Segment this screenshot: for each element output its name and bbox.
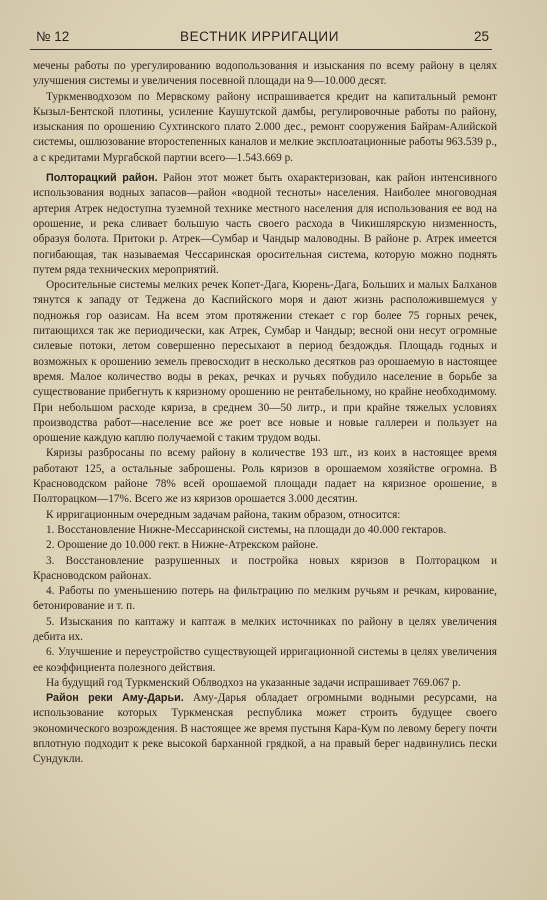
page-number: 25	[473, 29, 489, 44]
paragraph-text: Район этот может быть охарактеризован, как район интенсивного использования водных запасов—район «водной тесноты» населения. Наиболее многоводная артерия Атрек недоступна туземной технике местного населения для использования ее вод на орошение, и река сливает большую часть своего расхода в Чикишлярскую низменность, образуя болота. Притоки р. Атрек—Сумбар и Чандыр маловодны. В районе р. Атрек имеется погибающая, так называемая Чессаринская оросительная система, которую можно поднять путем ряда технических мероприятий.	[33, 172, 497, 276]
paragraph: Оросительные системы мелких речек Копет-Дага, Кюрень-Дага, Больших и малых Балханов тянутся к западу от Теджена до Каспийского моря и дают жизнь расположившемуся у подножья гор оазисам. На всем этом протяжении стекает с гор более 75 горных речек, питающихся так же периодически, как Атрек, Сумбар и Чандыр; весной они несут огромные силевые потоки, летом совершенно пересыхают в период бездождья. Площадь годных и возможных к орошению земель превосходит в несколько десятков раз орошаемую в настоящее время. Малое количество воды в реках, речках и ручьях побудило население в борьбе за существование прибегнуть к кяризному орошению не рентабельному, но крайне необходимому. При небольшом расходе кяриза, в среднем 30—50 литр., и при крайне тяжелых условиях производства работ—население все же роет все новые и новые галлереи и пользует на орошение каждую каплю получаемой с таким трудом воды.	[33, 279, 497, 445]
list-item: 1. Восстановление Нижне-Мессаринской системы, на площади до 40.000 гектаров.	[46, 523, 447, 536]
paragraph: К ирригационным очередным задачам района, таким образом, относится:	[46, 508, 401, 521]
paragraph: На будущий год Туркменский Облводхоз на указанные задачи испрашивает 769.067 р.	[46, 676, 461, 689]
list-item: 4. Работы по уменьшению потерь на фильтрацию по мелким ручьям и речкам, кирование, бетонирование и т. п.	[33, 585, 497, 613]
header-rule	[30, 49, 492, 50]
page-header	[30, 27, 489, 49]
list-item: 2. Орошение до 10.000 гект. в Нижне-Атрекском районе.	[46, 539, 319, 552]
list-item: 6. Улучшение и переустройство существующей ирригационной системы в целях увеличения ее коэффициента полезного действия.	[33, 646, 497, 674]
section-paragraph	[33, 691, 497, 767]
paragraph: мечены работы по урегулированию водопользования и изыскания по всему району в целях улучшения системы и увеличения посевной площади на 9—10.000 десят.	[33, 60, 497, 88]
list-item: 5. Изыскания по каптажу и каптаж в мелких источниках по району в целях увеличения дебита их.	[33, 615, 497, 643]
issue-number: № 12	[36, 29, 70, 44]
section-heading: Полторацкий район.	[46, 172, 158, 185]
journal-title: ВЕСТНИК ИРРИГАЦИИ	[179, 29, 340, 44]
section-paragraph	[33, 171, 497, 278]
article-body	[33, 59, 497, 768]
list-item: 3. Восстановление разрушенных и постройка новых кяризов в Полторацком и Красноводском районах.	[33, 554, 497, 582]
paragraph: Кяризы разбросаны по всему району в количестве 193 шт., из коих в настоящее время работают 125, а остальные заброшены. Роль кяризов в орошаемом хозяйстве огромна. В Красноводском районе 78% всей орошаемой площади падает на кяризное орошение, в Полторацком—17%. Всего же из кяризов орошается 3.000 десятин.	[33, 447, 497, 506]
paragraph-text: Аму-Дарья обладает огромными водными ресурсами, на использование которых Туркменская республика может строить будущее своего экономического возрождения. В настоящее же время пустыня Кара-Кум по левому берегу почти вплотную подходит к реке высокой барханной грядкой, а на правый берег надвинулись пески Сундукли.	[33, 692, 497, 766]
section-heading: Район реки Аму-Дарьи.	[46, 692, 184, 705]
paragraph: Туркменводхозом по Мервскому району испрашивается кредит на капитальный ремонт Кызыл-Бентской плотины, усиление Каушутской дамбы, регулировочные работы по району, изыскания по орошению Сухтинского плато 2.000 дес., ремонт сооружения Байрам-Алийской системы, ошлюзование второстепенных каналов и мелкие эксплоатационные работы 963.539 р., а с кредитами Мургабской партии всего—1.543.669 р.	[33, 90, 497, 164]
